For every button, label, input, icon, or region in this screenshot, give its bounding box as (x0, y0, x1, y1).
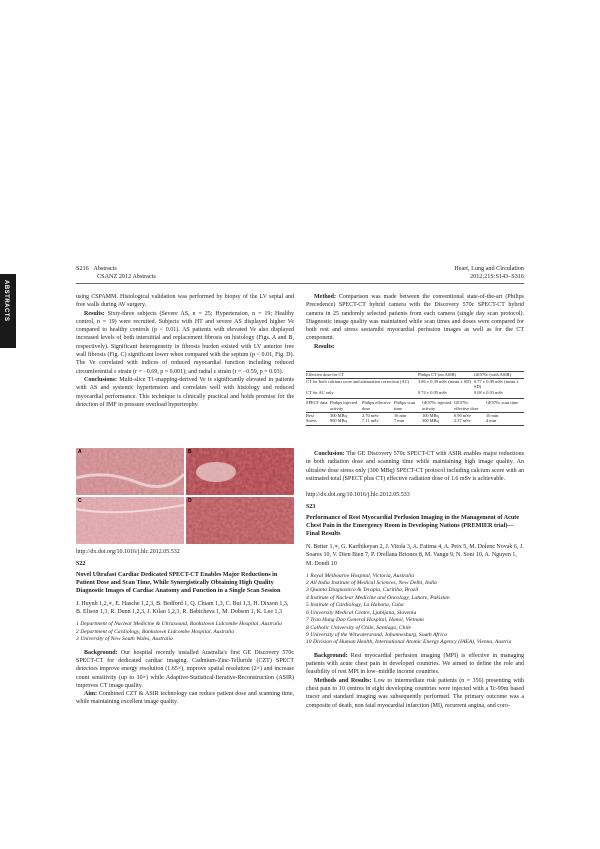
affiliation-list (76, 621, 294, 643)
panel-label: A (78, 449, 82, 455)
table-row: Stress 900 MBq 7.11 mSv 7 min 300 MBq 2.37 mSv 4 min (306, 418, 497, 424)
abstract-number: S23 (306, 504, 316, 511)
conclusions-paragraph: Conclusions: Multi-slice T1-mapping-derived Ve is significantly elevated in patients with AS and systemic hypertension and correlates well with histology and reduced myocardial performance. This technique is clinically practical and holds promise for the detection of IMF in pressure overload hypertrophy. (76, 376, 295, 408)
doi-link-s22[interactable]: http://dx.doi.org/10.1016/j.hlc.2012.05.533 (306, 492, 410, 499)
background-paragraph: Background: Our hospital recently installed Australia's first GE Discovery 570c SPECT-CT for dedicated cardiac imaging. Cadmium-Zinc-Telluride (CZT) SPECT detectors improve energy resolution (1.65×), improve spatial resolution (2×) and increase count sensitivity (up to 10×) while Adaptive-Statistical-Iterative-Reconstruction (ASIR) improves CT image quality. (76, 649, 294, 689)
histology-panel-c (76, 497, 184, 544)
background-paragraph: Background: Rest myocardial perfusion imaging (MPI) is effective in managing patients with acute chest pain in developed countries. We aimed to define the role and feasibility of rest MPI in low–middle income countries. (306, 652, 525, 676)
histology-panel-b (186, 448, 294, 495)
author-list: N. Better 1,∗, G. Karthikeyan 2, J. Vitola 3, A. Fatima 4, A. Peix 5, M. Dolenc Novak 6, J. Soares 10, V. Dien Bien 7, P. Orellana Briones 8, M. Vangu 9, N. Soni 10, A. Nguyen 1, M. Dondi 10 (306, 544, 524, 567)
results-table (306, 371, 524, 426)
histology-figure (76, 448, 294, 544)
affiliation-list (306, 573, 524, 647)
affiliation: 8 Catholic University of Chile, Santiago, Chile (306, 624, 412, 631)
doi-link-s21[interactable]: http://dx.doi.org/10.1016/j.hlc.2012.05.532 (76, 549, 180, 555)
methods-results-paragraph: Methods and Results: Low to intermediate risk patients (n = 356) presenting with chest pain to 10 centres in eight developing countries were injected with a Tc-99m based tracer and standard imaging was subsequently performed. The primary outcome was a composite of death, non fatal myocardial infarction (MI), recurrent angina, and coro- (306, 677, 524, 709)
ct-dose-table (306, 372, 524, 395)
abstract-title: Performance of Rest Myocardial Perfusion Imaging in the Management of Acute Chest Pain in the Emergency Room in Developing Nations (PREMIER trial)—Final Results (306, 513, 520, 538)
affiliation: 1 Royal Melbourne Hospital, Victoria, Australia (306, 572, 415, 579)
affiliation: 4 Institute of Nuclear Medicine and Oncology, Lahore, Pakistan (306, 594, 450, 601)
affiliation: 7 Tran Hung Dao General Hospital, Hanoi, Vietnam (306, 617, 424, 624)
header-conference: CSANZ 2012 Abstracts (97, 272, 156, 280)
affiliation: 3 University of New South Wales, Australia (76, 636, 173, 643)
affiliation: 2 Department of Cardiology, Bankstown Lidcombe Hospital, Australia (76, 628, 235, 635)
left-column-lower (76, 548, 294, 707)
conclusion-paragraph: Conclusion: The GE Discovery 570c SPECT-CT with ASIR enables major reductions in both radiation dose and scanning time while maintaining high image quality. An ultralow dose stress only (300 MBq) SPECT-CT protocol including calcium score with an estimated total (SPECT plus CT) effective radiation dose of 1.6 mSv is achievable. (306, 451, 524, 482)
affiliation: 6 University Medical Centre, Ljubljana, Slovenia (306, 609, 417, 616)
table-row: CT for both calcium score and attenuation correction (AC) 3.86 ± 0.39 mSv (mean ± SD) 0.77 ± 0.09 mSv (mean ± SD) (306, 378, 519, 390)
journal-name: Heart, Lung and Circulation (454, 265, 524, 272)
method-paragraph: Method: Comparison was made between the conventional state-of-the-art (Philips Precedence) SPECT-CT hybrid camera with the Discovery 570c SPECT-CT hybrid camera in 25 randomly selected patients from each camera (single day scan protocol). Diagnostic image quality was maintained while scan times and doses were compared for both rest and stress sestamibi myocardial perfusion images as well as for the CT component. (306, 294, 524, 342)
header-section: Abstracts (93, 265, 117, 272)
table-row: CT for AC only 0.74 ± 0.05 mSv 0.08 ± 0.03 mSv (306, 389, 504, 395)
histology-panel-d (186, 497, 294, 544)
affiliation: 1 Department of Nuclear Medicine & Ultrasound, Bankstown Lidcombe Hospital, Australia (76, 621, 282, 628)
affiliation: 2 All India Institute of Medical Sciences, New Delhi, India (306, 580, 437, 587)
section-side-tab (0, 274, 16, 348)
header-rule (76, 283, 524, 284)
affiliation: 9 University of the Witwatersrand, Johannesburg, South Africa (306, 631, 447, 638)
header-left (76, 265, 276, 280)
table-rule (306, 398, 524, 399)
table-rule (306, 425, 524, 426)
author-list: J. Huynh 1,2,∗, E. Hasche 1,2,3, B. Bedford 1, Q. Chiam 1,3, C. Bui 1,3, H. Dixson 1,3, B. Elison 1,3, R. Dunn 1,2,3, J. Kilan 1,2,3, R. Babicheva 1, M. Dobson 1, K. Lee 1,3 (76, 601, 289, 616)
spect-dose-table (306, 400, 524, 423)
table-header-row: Effective dose for CT Philips CT (no ASIR) GE570c (with ASIR) (306, 372, 512, 377)
affiliation: 5 Institute of Cardiology, La Habana, Cuba (306, 602, 404, 609)
results-paragraph: Results: Sixty-three subjects (Severe AS, n = 25; Hypertension, n = 19; Healthy control, n = 19) were recruited. Subjects with HT and severe AS displayed higher Ve compared to healthy controls (p < 0.01). AS patients with elevated Ve also displayed increased levels of both interstitial and replacement fibrosis on histology (Figs. A and B, respectively). Significant heterogeneity in fibrosis burden existed with LV anterior free wall fibrosis (Fig. C) significant lower when compared with the septum (p < 0.01, Fig. D). The Ve correlated with indices of reduced myocardial function including reduced circumferential ε strain (r = −0.69, p = 0.001); and radial ε strain (r = −0.59, p = 0.03). (76, 310, 294, 375)
abstract-title: Novel Ultrafast Cardiac Dedicated SPECT-CT Enables Major Reductions in Patient Dose and Scan Time, While Synergistically Obtaining High Quality Diagnostic Images of Cardiac Anatomy and Function in a Single Scan Session (76, 570, 281, 594)
journal-volume: 2012;21S:S143–S316 (470, 272, 524, 280)
table-row: Rest 300 MBq 2.70 mSv 16 min 100 MBq 0.90 mSv 10 min (306, 412, 499, 418)
right-column-lower (306, 450, 524, 710)
side-tab-label: ABSTRACTS (3, 280, 9, 322)
affiliation: 10 Division of Human Health, International Atomic Energy Agency (IAEA), Vienna, Austria (306, 639, 512, 646)
header-right (400, 265, 524, 280)
table-header-row: SPECT data Philips injected activity Philips effective dose Philips scan time GE570c injected activity GE570c effective dose GE570c scan time (306, 400, 519, 411)
histology-panel-a (76, 448, 184, 495)
results-heading: Results: (314, 343, 335, 350)
page-number: S216 (76, 265, 89, 272)
left-column (76, 293, 294, 409)
body-paragraph: using CSPAMM. Histological validation was performed by biopsy of the LV septal and free walls during AV surgery. (76, 294, 294, 309)
panel-label: C (78, 498, 82, 504)
aim-paragraph: Aim: Combined CZT & ASIR technology can reduce patient dose and scanning time, while maintaining excellent image quality. (76, 691, 294, 706)
panel-label: D (188, 498, 192, 504)
abstract-number: S22 (76, 561, 86, 568)
right-column (306, 293, 524, 351)
affiliation: 3 Quanta Diagnostico & Terapia, Curitiba, Brazil (306, 587, 419, 594)
panel-label: B (188, 449, 192, 455)
